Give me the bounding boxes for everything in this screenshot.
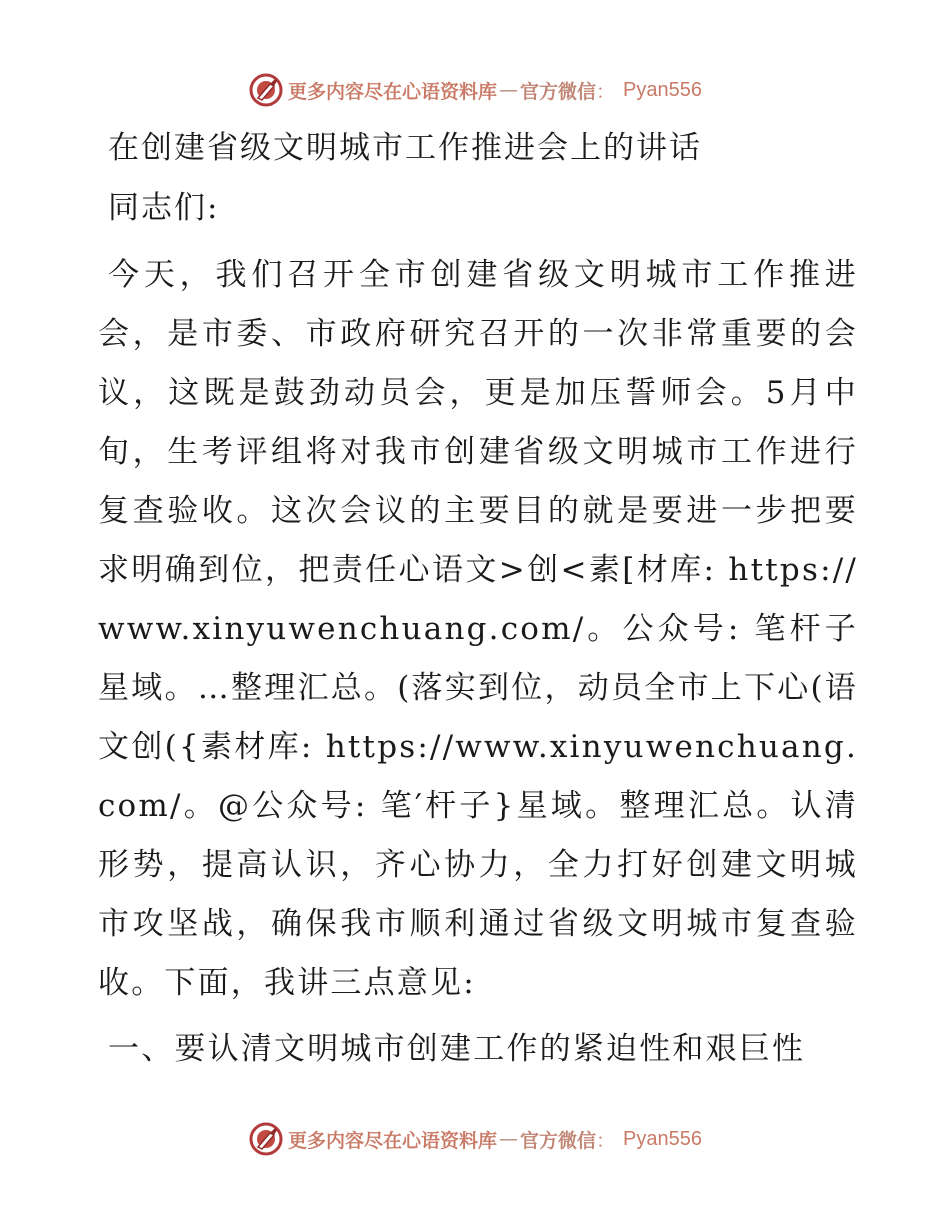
banner-official-label: 官方微信 (520, 1129, 597, 1152)
pen-nib-logo-icon (248, 72, 284, 108)
banner-wechat-id: Pyan556 (623, 78, 702, 101)
banner-slogan: 更多内容尽在心语资料库 (287, 1129, 497, 1152)
footer-banner (0, 1119, 950, 1159)
header-banner (0, 70, 950, 110)
banner-dash: — (499, 1128, 518, 1150)
pen-nib-logo-icon (248, 1121, 284, 1157)
banner-wechat-id: Pyan556 (623, 1127, 702, 1150)
salutation: 同志们: (108, 190, 220, 226)
document-body (98, 118, 858, 1079)
banner-colon: ： (596, 1129, 616, 1152)
document-title: 在创建省级文明城市工作推进会上的讲话 (108, 130, 702, 166)
paragraph-1: 今天，我们召开全市创建省级文明城市工作推进会，是市委、市政府研究召开的一次非常重要的会议，这既是鼓劲动员会，更是加压誓师会。5月中旬，生考评组将对我市创建省级文明城市工作进行复查验收。这次会议的主要目的就是要进一步把要求明确到位，把责任心语文>创<素[材库: https://www.xinyuwenchuang.com/。公众号: 笔杆子星域。…整理汇总。(落实到位，动员全市上下心(语文创({素材库: https://www.xinyuwenchuang.com/。@公众号: 笔′杆子}星域。整理汇总。认清形势，提高认识，齐心协力，全力打好创建文明城市攻坚战，确保我市顺利通过省级文明城市复查验收。下面，我讲三点意见: (98, 257, 858, 1001)
banner-official-label: 官方微信 (520, 80, 597, 103)
banner-slogan: 更多内容尽在心语资料库 (287, 80, 497, 103)
banner-dash: — (499, 79, 518, 101)
banner-colon: ： (596, 80, 616, 103)
section-1-heading: 一、要认清文明城市创建工作的紧迫性和艰巨性 (108, 1031, 806, 1067)
